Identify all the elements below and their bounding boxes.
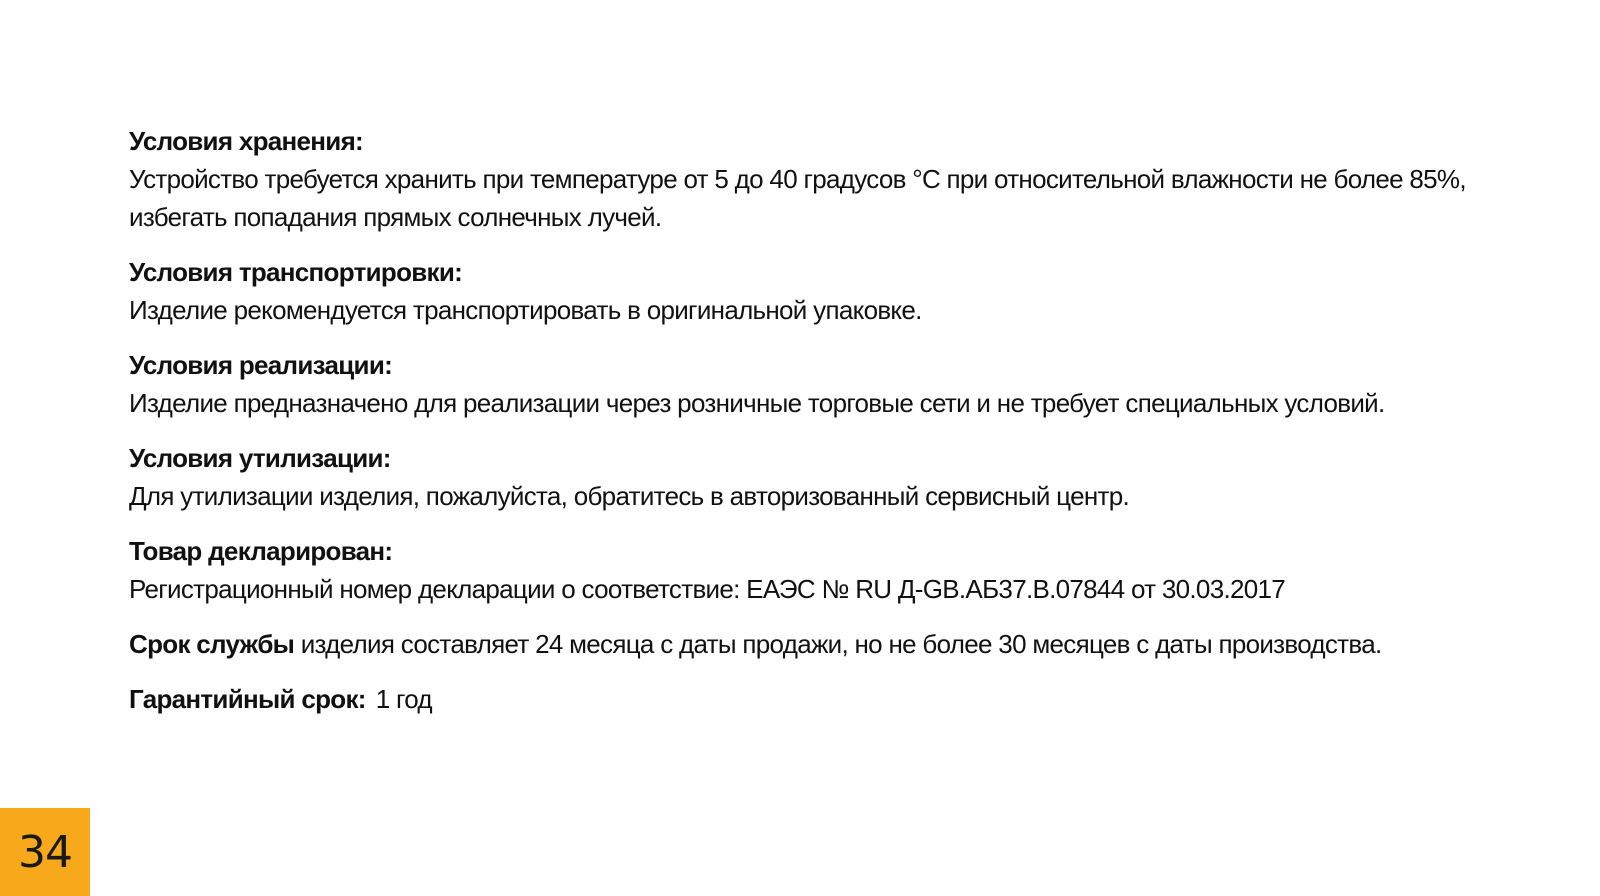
sale-heading: Условия реализации: [129, 350, 393, 380]
warranty-label: Гарантийный срок: [129, 684, 366, 714]
warranty-value: 1 год [375, 684, 432, 714]
transport-heading: Условия транспортировки: [129, 257, 463, 287]
service-life-text: изделия составляет 24 месяца с даты продажи, но не более 30 месяцев с даты производства. [294, 629, 1382, 659]
storage-text: Устройство требуется хранить при температуре от 5 до 40 градусов °С при относительной влажности не более 85%, избегать попадания прямых солнечных лучей. [129, 164, 1466, 232]
warranty-section [129, 680, 1479, 718]
service-life-section [129, 625, 1479, 663]
sale-text: Изделие предназначено для реализации через розничные торговые сети и не требует специальных условий. [129, 388, 1385, 418]
transport-section [129, 253, 1479, 329]
disposal-section [129, 439, 1479, 515]
sale-section [129, 346, 1479, 422]
declaration-text: Регистрационный номер декларации о соответствие: ЕАЭС № RU Д-GB.АБ37.В.07844 от 30.03.2017 [129, 574, 1286, 604]
declaration-section [129, 532, 1479, 608]
transport-text: Изделие рекомендуется транспортировать в оригинальной упаковке. [129, 295, 922, 325]
disposal-heading: Условия утилизации: [129, 443, 391, 473]
storage-section [129, 122, 1479, 236]
disposal-text: Для утилизации изделия, пожалуйста, обратитесь в авторизованный сервисный центр. [129, 481, 1129, 511]
page-number-badge: 34 [0, 808, 90, 896]
storage-heading: Условия хранения: [129, 126, 363, 156]
service-life-label: Срок службы [129, 629, 295, 659]
document-body [129, 122, 1479, 735]
declaration-heading: Товар декларирован: [129, 536, 393, 566]
